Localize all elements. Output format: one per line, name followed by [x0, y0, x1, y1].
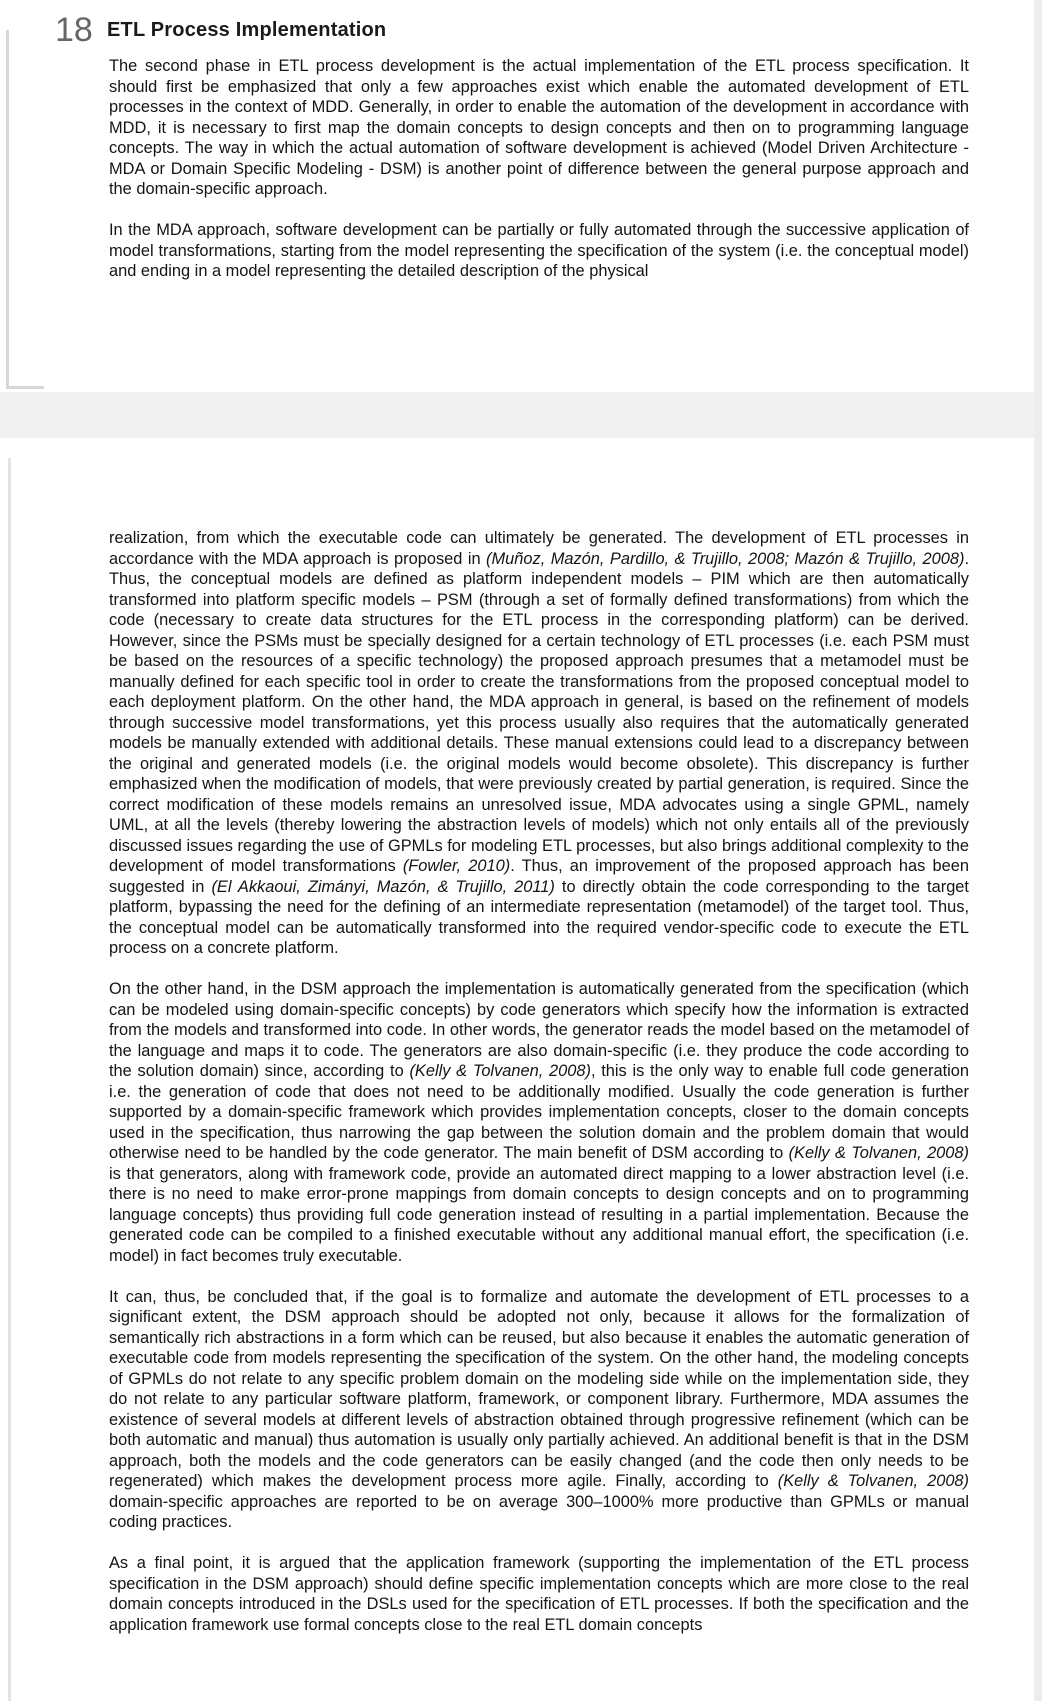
citation: (El Akkaoui, Zimányi, Mazón, & Trujillo, 2011) [211, 877, 555, 896]
paragraph-conclusion [109, 1287, 969, 1533]
scrollbar-track [1034, 0, 1042, 1701]
paragraph-etl-implementation-intro: The second phase in ETL process development is the actual implementation of the ETL process specification. It should first be emphasized that only a few approaches exist which enable the automated development of ETL processes in the context of MDD. Generally, in order to enable the automation of the development in accordance with MDD, it is necessary to first map the domain concepts to design concepts and then on to programming language concepts. The way in which the actual automation of software development is achieved (Model Driven Architecture - MDA or Domain Specific Modeling - DSM) is another point of difference between the general purpose approach and the domain-specific approach. [109, 57, 969, 198]
citation: (Kelly & Tolvanen, 2008) [777, 1472, 970, 1490]
citation: (Kelly & Tolvanen, 2008) [409, 1062, 591, 1080]
text-run: domain-specific approaches are reported to be on average 300–1000% more productive than GPMLs or manual coding practices. [109, 1492, 969, 1531]
top-text-block [109, 56, 969, 282]
text-run: to directly obtain the code corresponding to the target platform, bypassing the need for the defining of an intermediate representation (metamodel) of the target tool. Thus, the conceptual model can be automatically transformed into the required vendor-specific code to execute the ETL process on a concrete platform. [109, 877, 969, 957]
text-run: realization, from which the executable code can ultimately be generated. The development of ETL processes in accordance with the MDA approach is proposed in [109, 529, 969, 568]
text-run: , this is the only way to enable full code generation i.e. the generation of code that does not need to be additionally modified. Usually the code generation is further supported by a domain-specific framework which provides implementation concepts, closer to the domain concepts used in the specification, thus narrowing the gap between the solution domain and the problem domain that would otherwise need to be handled by the code generator. The main benefit of DSM according to [109, 1062, 969, 1162]
bottom-text-block [109, 528, 969, 1635]
paragraph-final-point: As a final point, it is argued that the application framework (supporting the implementation of the ETL process specification in the DSM approach) should define specific implementation concepts which are more close to the real domain concepts introduced in the DSLs used for the specification of ETL processes. If both the specification and the application framework use formal concepts close to the real ETL domain concepts [109, 1554, 969, 1634]
text-run: It can, thus, be concluded that, if the goal is to formalize and automate the development of ETL processes to a significant extent, the DSM approach should be adopted not only, because it allows for the formalization of semantically rich abstractions in a form which can be reused, but also because it enables the automatic generation of executable code from models representing the specification of the system. On the other hand, the modeling concepts of GPMLs do not relate to any specific problem domain on the modeling side while on the implementation side, they do not relate to any particular software platform, framework, or component library. Furthermore, MDA assumes the existence of several models at different levels of abstraction obtained through progressive refinement (which can be both automatic and manual) thus automation is usually only partially achieved. An additional benefit is that in the DSM approach, both the models and the code generators can be easily changed (and the code then only needs to be regenerated) which makes the development process more agile. Finally, according to [109, 1287, 969, 1490]
chapter-title: ETL Process Implementation [107, 18, 387, 41]
citation: (Muñoz, Mazón, Pardillo, & Trujillo, 2008; Mazón & Trujillo, 2008) [486, 549, 965, 568]
citation: (Kelly & Tolvanen, 2008) [788, 1144, 969, 1162]
page-header [55, 6, 386, 54]
paragraph-mda-approach-continued [109, 528, 969, 959]
text-run: is that generators, along with framework code, provide an automated direct mapping to a lower abstraction level (i.e. there is no need to make error-prone mappings from domain concepts to design concepts and on to programming language concepts) thus providing full code generation instead of resulting in a partial implementation. Because the generated code can be compiled to a finished executable without any additional manual effort, the specification (i.e. model) in fact becomes truly executable. [109, 1164, 969, 1265]
paragraph-dsm-approach [109, 979, 969, 1266]
paragraph-mda-approach-start: In the MDA approach, software development can be partially or fully automated through the successive application of model transformations, starting from the model representing the specification of the system (i.e. the conceptual model) and ending in a model representing the detailed description of the physical [109, 221, 969, 280]
citation: (Fowler, 2010) [402, 857, 511, 875]
text-run: On the other hand, in the DSM approach the implementation is automatically generated from the specification (which can be modeled using domain-specific concepts) by code generators which specify how the information is extracted from the models and transformed into code. In other words, the generator reads the model based on the metamodel of the language and maps it to code. The generators are also domain-specific (i.e. they produce the code according to the solution domain) since, according to [109, 980, 969, 1080]
page-gap [0, 392, 1042, 438]
page-top-fragment [0, 0, 1042, 392]
text-run: . Thus, an improvement of the proposed approach has been suggested in [109, 857, 969, 896]
text-run: . Thus, the conceptual models are defined as platform independent models – PIM which are then automatically transformed into platform specific models – PSM (through a set of formally defined transformations) from which the code (necessary to create data structures for the ETL process in the corresponding platform) can be derived. However, since the PSMs must be specially designed for a certain technology of ETL processes (i.e. each PSM must be based on the resources of a specific technology) the proposed approach presumes that a metamodel must be manually defined for each specific tool in order to create the transformations from the proposed conceptual model to each deployment platform. On the other hand, the MDA approach in general, is based on the refinement of models through successive model transformations, yet this process usually also requires that the automatically generated models be manually extended with additional details. These manual extensions could lead to a discrepancy between the original and generated models (i.e. the original models would become obsolete). This discrepancy is further emphasized when the modification of models, that were previously created by partial generation, is required. Since the correct modification of these models remains an unresolved issue, MDA advocates using a single GPML, namely UML, at all the levels (thereby lowering the abstraction levels of models) which not only entails all of the previously discussed issues regarding the use of GPMLs for modeling ETL processes, but also brings additional complexity to the development of model transformations [109, 549, 969, 875]
page-number: 18 [55, 11, 93, 49]
